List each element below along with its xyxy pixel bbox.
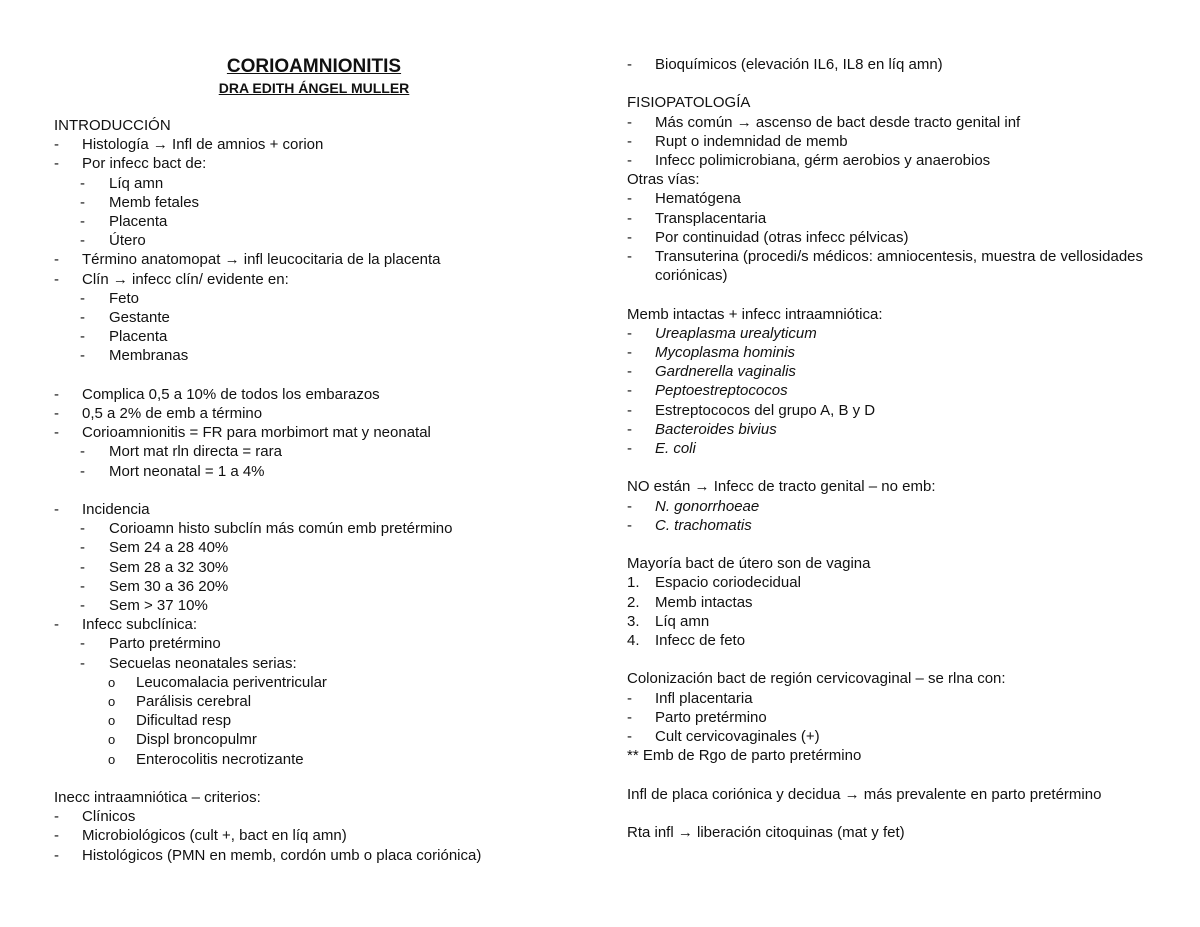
- outline-item: [54, 404, 594, 423]
- blank-line: [627, 804, 1157, 823]
- outline-item: [54, 634, 594, 653]
- bullet-marker: -: [54, 501, 59, 519]
- bullet-marker: -: [80, 443, 85, 461]
- bullet-marker: -: [54, 385, 59, 403]
- outline-item-text: Bioquímicos (elevación IL6, IL8 en líq amn): [655, 56, 943, 73]
- outline-item: [54, 442, 594, 461]
- bullet-marker: -: [80, 213, 85, 231]
- outline-item-text: Microbiológicos (cult +, bact en líq amn): [82, 827, 347, 845]
- outline-item-text: Parto pretérmino: [109, 635, 221, 653]
- outline-item-text: Secuelas neonatales serias:: [109, 654, 297, 672]
- bullet-marker: -: [80, 328, 85, 346]
- outline-item-text: Bacteroides bivius: [655, 420, 777, 438]
- outline-item: [54, 231, 594, 250]
- blank-line: [627, 650, 1157, 669]
- bullet-marker: -: [627, 363, 632, 381]
- bullet-marker: o: [108, 694, 116, 710]
- outline-item-text: Hematógena: [655, 190, 741, 208]
- outline-item-text: Por continuidad (otras infecc pélvicas): [655, 228, 909, 246]
- bullet-marker: 3.: [627, 612, 640, 630]
- right-outline: [627, 55, 1157, 842]
- outline-item: [54, 116, 594, 135]
- outline-item-text: Leucomalacia periventricular: [136, 673, 327, 691]
- outline-item-text: Sem 28 a 32 30%: [109, 558, 229, 576]
- outline-item: [627, 727, 1157, 746]
- bullet-marker: -: [627, 228, 632, 246]
- outline-item: [54, 193, 594, 212]
- bullet-marker: o: [108, 713, 116, 729]
- outline-item-text: Mycoplasma hominis: [655, 344, 796, 362]
- bullet-marker: -: [627, 440, 632, 458]
- outline-item: [627, 362, 1157, 381]
- outline-item: [627, 573, 1157, 592]
- outline-item: [627, 689, 1157, 708]
- outline-item: [54, 462, 594, 481]
- outline-item: [54, 212, 594, 231]
- outline-item: [54, 270, 594, 289]
- outline-item: [627, 477, 1157, 496]
- outline-item: [54, 385, 594, 404]
- outline-item: [627, 823, 1157, 842]
- bullet-marker: -: [80, 597, 85, 615]
- outline-item-text: Infecc de feto: [655, 632, 746, 650]
- outline-item-text: Sem > 37 10%: [109, 597, 208, 615]
- outline-item: [54, 423, 594, 442]
- outline-item-text: Complica 0,5 a 10% de todos los embarazos: [82, 385, 380, 403]
- outline-item-text: Infl de placa coriónica y decidua → más prevalente en parto pretérmino: [627, 785, 1102, 803]
- outline-item-text: Incidencia: [82, 501, 150, 519]
- bullet-marker: -: [54, 405, 59, 423]
- outline-item-text: Mort mat rln directa = rara: [109, 443, 282, 461]
- bullet-marker: -: [54, 808, 59, 826]
- outline-item: [627, 516, 1157, 535]
- bullet-marker: -: [627, 324, 632, 342]
- bullet-marker: -: [80, 539, 85, 557]
- outline-item: [627, 343, 1157, 362]
- outline-item: [627, 93, 1157, 112]
- outline-item: [54, 596, 594, 615]
- bullet-marker: -: [627, 152, 632, 169]
- bullet-marker: -: [627, 113, 632, 131]
- outline-item-text: Rta infl → liberación citoquinas (mat y fet): [627, 824, 905, 842]
- bullet-marker: 4.: [627, 632, 640, 650]
- outline-item: [54, 788, 594, 807]
- bullet-marker: -: [627, 689, 632, 707]
- blank-line: [627, 74, 1157, 93]
- outline-item-text: Infecc subclínica:: [82, 616, 198, 634]
- bullet-marker: 1.: [627, 574, 640, 592]
- bullet-marker: -: [80, 654, 85, 672]
- outline-item-text: Memb fetales: [109, 193, 200, 211]
- outline-item: [627, 612, 1157, 631]
- bullet-marker: -: [627, 209, 632, 227]
- bullet-marker: -: [54, 251, 59, 269]
- outline-item: [627, 132, 1157, 151]
- outline-item: [54, 538, 594, 557]
- outline-item: [627, 746, 1157, 765]
- bullet-marker: -: [54, 136, 59, 154]
- outline-item-text: Histología → Infl de amnios + corion: [82, 136, 324, 154]
- outline-item: [54, 308, 594, 327]
- outline-item: [627, 55, 1157, 74]
- outline-item-text: Infecc polimicrobiana, gérm aerobios y anaerobios: [655, 152, 991, 169]
- bullet-marker: -: [80, 558, 85, 576]
- bullet-marker: -: [54, 846, 59, 864]
- outline-item-text: Ureaplasma urealyticum: [655, 324, 817, 342]
- outline-item-text: Término anatomopat → infl leucocitaria de la placenta: [82, 251, 441, 269]
- outline-item: [627, 113, 1157, 132]
- outline-item: [627, 669, 1157, 688]
- outline-item: [627, 151, 1157, 170]
- outline-item: [54, 750, 594, 769]
- bullet-marker: -: [80, 347, 85, 365]
- blank-line: [54, 769, 594, 788]
- outline-item-text: Líq amn: [655, 612, 710, 630]
- bullet-marker: o: [108, 751, 116, 767]
- outline-item-text: Otras vías:: [627, 171, 700, 189]
- outline-item-text: Corioamnionitis = FR para morbimort mat y neonatal: [82, 424, 431, 442]
- outline-item-text: Placenta: [109, 213, 168, 231]
- outline-item-text: Feto: [109, 289, 140, 307]
- outline-item: [627, 189, 1157, 208]
- bullet-marker: -: [80, 577, 85, 595]
- bullet-marker: -: [80, 635, 85, 653]
- outline-item: [627, 228, 1157, 247]
- blank-line: [627, 535, 1157, 554]
- outline-item-text: Gestante: [109, 309, 170, 327]
- bullet-marker: -: [54, 155, 59, 173]
- blank-line: [54, 366, 594, 385]
- bullet-marker: -: [80, 232, 85, 250]
- outline-item: [627, 247, 1157, 285]
- bullet-marker: -: [54, 616, 59, 634]
- bullet-marker: -: [80, 193, 85, 211]
- outline-item-text: Enterocolitis necrotizante: [136, 750, 304, 768]
- outline-item: [627, 305, 1157, 324]
- outline-item: [627, 554, 1157, 573]
- outline-item-text: INTRODUCCIÓN: [54, 117, 171, 134]
- outline-item: [54, 826, 594, 845]
- outline-item-text: Memb intactas: [655, 593, 753, 611]
- bullet-marker: -: [627, 728, 632, 746]
- document-title: CORIOAMNIONITIS: [226, 56, 402, 77]
- right-column: [627, 0, 1157, 842]
- outline-item: [627, 631, 1157, 650]
- outline-item-text: Colonización bact de región cervicovaginal – se rlna con:: [627, 670, 1006, 688]
- bullet-marker: -: [627, 420, 632, 438]
- outline-item: [54, 654, 594, 673]
- outline-item: [54, 500, 594, 519]
- outline-item-text: Más común → ascenso de bact desde tracto genital inf: [655, 113, 1021, 131]
- bullet-marker: o: [108, 674, 116, 690]
- outline-item-text: Estreptococos del grupo A, B y D: [655, 401, 876, 419]
- outline-item-text: 0,5 a 2% de emb a término: [82, 405, 263, 423]
- outline-item-text: Placenta: [109, 328, 168, 346]
- blank-line: [627, 458, 1157, 477]
- bullet-marker: -: [627, 248, 632, 266]
- outline-item-text: Clínicos: [82, 808, 136, 826]
- bullet-marker: -: [627, 401, 632, 419]
- outline-item-text: Corioamn histo subclín más común emb pretérmino: [109, 520, 453, 538]
- outline-item-text: Membranas: [109, 347, 189, 365]
- left-outline: [54, 116, 594, 865]
- outline-item-text: Líq amn: [109, 174, 164, 192]
- bullet-marker: -: [627, 56, 632, 73]
- outline-item: [627, 401, 1157, 420]
- outline-item: [627, 170, 1157, 189]
- outline-item: [54, 615, 594, 634]
- outline-item: [627, 593, 1157, 612]
- outline-item-text: C. trachomatis: [655, 516, 752, 534]
- outline-item-text: E. coli: [655, 440, 696, 458]
- outline-item-text: Gardnerella vaginalis: [655, 363, 796, 381]
- outline-item: [54, 711, 594, 730]
- outline-item: [54, 289, 594, 308]
- outline-item: [627, 209, 1157, 228]
- outline-item: [54, 135, 594, 154]
- left-column: [54, 0, 594, 865]
- blank-line: [54, 481, 594, 500]
- bullet-marker: -: [627, 190, 632, 208]
- outline-item: [627, 497, 1157, 516]
- outline-item-text: Rupt o indemnidad de memb: [655, 132, 848, 150]
- outline-item-text: Mayoría bact de útero son de vagina: [627, 555, 871, 573]
- bullet-marker: o: [108, 732, 116, 748]
- blank-line: [627, 285, 1157, 304]
- outline-item: [54, 154, 594, 173]
- document-author: DRA EDITH ÁNGEL MULLER: [218, 80, 410, 96]
- outline-item-text: Por infecc bact de:: [82, 155, 207, 173]
- outline-item-text: Transplacentaria: [655, 209, 767, 227]
- outline-item-text: Sem 30 a 36 20%: [109, 577, 229, 595]
- bullet-marker: -: [627, 497, 632, 515]
- outline-item: [627, 420, 1157, 439]
- outline-item: [54, 346, 594, 365]
- bullet-marker: -: [54, 270, 59, 288]
- outline-item: [627, 708, 1157, 727]
- outline-item-text: Memb intactas + infecc intraamniótica:: [627, 305, 883, 323]
- outline-item-text: Transuterina (procedi/s médicos: amniocentesis, muestra de vellosidades coriónicas): [655, 248, 1144, 285]
- bullet-marker: -: [80, 309, 85, 327]
- outline-item-text: Parto pretérmino: [655, 708, 767, 726]
- outline-item: [54, 673, 594, 692]
- outline-item-text: Peptoestreptococos: [655, 382, 788, 400]
- outline-item-text: Cult cervicovaginales (+): [655, 728, 820, 746]
- bullet-marker: -: [80, 289, 85, 307]
- outline-item-text: Espacio coriodecidual: [655, 574, 801, 592]
- bullet-marker: -: [80, 174, 85, 192]
- outline-item: [54, 807, 594, 826]
- title-block: [54, 56, 574, 98]
- outline-item: [54, 250, 594, 269]
- outline-item: [54, 558, 594, 577]
- bullet-marker: -: [627, 344, 632, 362]
- outline-item: [627, 785, 1157, 804]
- outline-item: [627, 324, 1157, 343]
- outline-item-text: Histológicos (PMN en memb, cordón umb o placa coriónica): [82, 846, 482, 864]
- bullet-marker: -: [627, 132, 632, 150]
- bullet-marker: -: [627, 516, 632, 534]
- outline-item: [54, 327, 594, 346]
- outline-item: [54, 846, 594, 865]
- outline-item: [54, 730, 594, 749]
- outline-item-text: Infl placentaria: [655, 689, 753, 707]
- outline-item: [627, 381, 1157, 400]
- outline-item: [627, 439, 1157, 458]
- outline-item-text: NO están → Infecc de tracto genital – no emb:: [627, 478, 936, 496]
- outline-item-text: FISIOPATOLOGÍA: [627, 94, 751, 112]
- outline-item-text: Clín → infecc clín/ evidente en:: [82, 270, 289, 288]
- outline-item-text: Útero: [109, 232, 146, 250]
- bullet-marker: -: [54, 424, 59, 442]
- outline-item-text: Inecc intraamniótica – criterios:: [54, 789, 261, 807]
- outline-item-text: Parálisis cerebral: [136, 693, 252, 711]
- bullet-marker: -: [627, 382, 632, 400]
- blank-line: [627, 765, 1157, 784]
- bullet-marker: -: [80, 520, 85, 538]
- outline-item: [54, 692, 594, 711]
- outline-item-text: Displ broncopulmr: [136, 731, 257, 749]
- bullet-marker: 2.: [627, 593, 640, 611]
- outline-item-text: N. gonorrhoeae: [655, 497, 760, 515]
- outline-item-text: Dificultad resp: [136, 712, 232, 730]
- outline-item: [54, 174, 594, 193]
- outline-item: [54, 519, 594, 538]
- bullet-marker: -: [80, 462, 85, 480]
- bullet-marker: -: [54, 827, 59, 845]
- bullet-marker: -: [627, 708, 632, 726]
- outline-item-text: Mort neonatal = 1 a 4%: [109, 462, 265, 480]
- outline-item: [54, 577, 594, 596]
- outline-item-text: Sem 24 a 28 40%: [109, 539, 229, 557]
- outline-item-text: ** Emb de Rgo de parto pretérmino: [627, 747, 862, 765]
